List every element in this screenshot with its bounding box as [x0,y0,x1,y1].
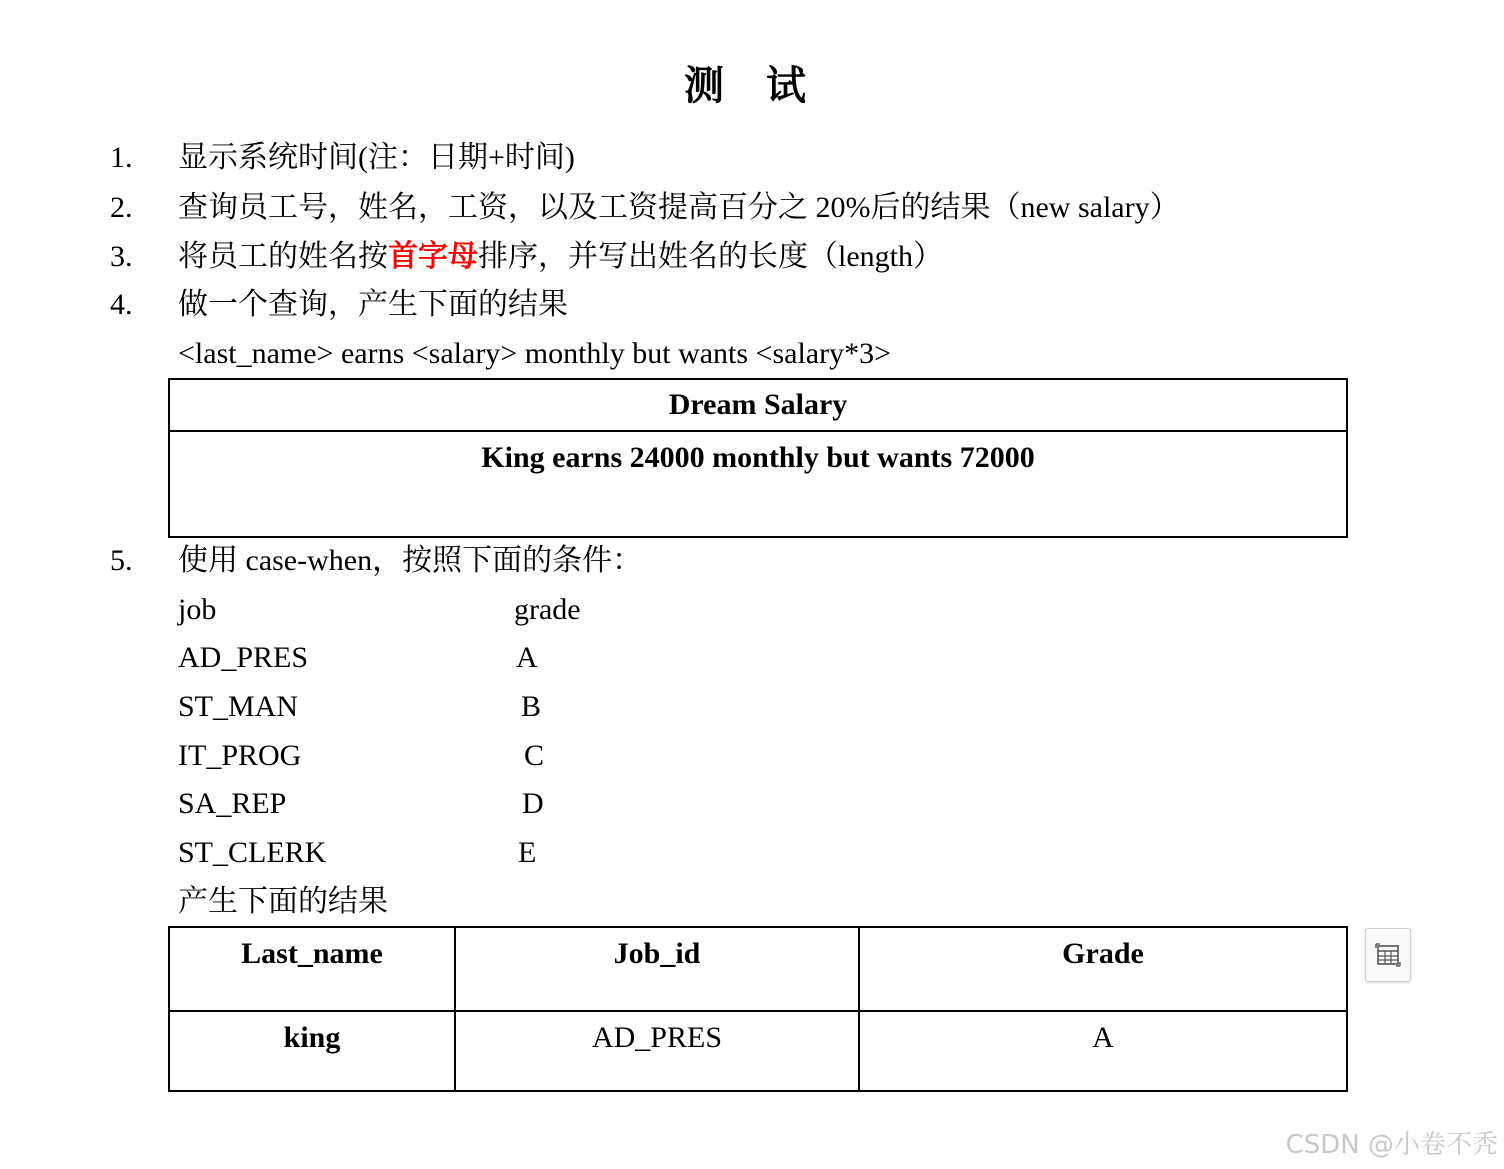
page-title: 测 试 [684,63,820,109]
grade-value: D [522,787,544,820]
grade-value: E [518,836,537,869]
table-select-icon [1373,940,1403,970]
grade-job: SA_REP [178,787,287,820]
question-text: 使用 case-when，按照下面的条件： [178,544,643,577]
question-text: 做一个查询，产生下面的结果 [178,288,568,321]
grade-job: ST_CLERK [178,836,327,869]
question-number: 3. [110,240,133,273]
grade-job: AD_PRES [178,641,309,674]
table-select-button[interactable] [1365,928,1411,982]
grade-value: C [524,739,545,772]
result-header-grade: Grade [859,927,1347,1011]
question-text-pre: 将员工的姓名按 [178,240,388,273]
grade-job: ST_MAN [178,690,299,723]
result-header-last-name: Last_name [169,927,455,1011]
grade-header-grade: grade [514,593,581,626]
dream-salary-table [168,378,1348,538]
result-table [168,926,1348,1092]
watermark: CSDN @小卷不秃 [1285,1130,1498,1160]
question-number: 1. [110,141,133,174]
grade-job: IT_PROG [178,739,302,772]
question-text: 显示系统时间(注：日期+时间) [178,141,575,174]
question-text-post: 排序，并写出姓名的长度（length） [478,240,943,273]
question-number: 4. [110,288,133,321]
result-caption: 产生下面的结果 [178,885,388,918]
question-number: 5. [110,544,133,577]
question-number: 2. [110,191,133,224]
dream-salary-header: Dream Salary [169,379,1347,431]
question-4-format: <last_name> earns <salary> monthly but wants <salary*3> [178,337,892,370]
result-cell-job-id: AD_PRES [455,1011,859,1091]
question-text: 查询员工号，姓名，工资，以及工资提高百分之 20%后的结果（new salary） [178,191,1180,224]
result-cell-last-name: king [169,1011,455,1091]
grade-value: B [521,690,542,723]
question-text [178,237,943,277]
grade-value: A [516,641,538,674]
result-header-job-id: Job_id [455,927,859,1011]
grade-header-job: job [178,593,217,626]
result-cell-grade: A [859,1011,1347,1091]
highlighted-text: 首字母 [388,240,478,273]
dream-salary-row: King earns 24000 monthly but wants 72000 [169,431,1347,537]
